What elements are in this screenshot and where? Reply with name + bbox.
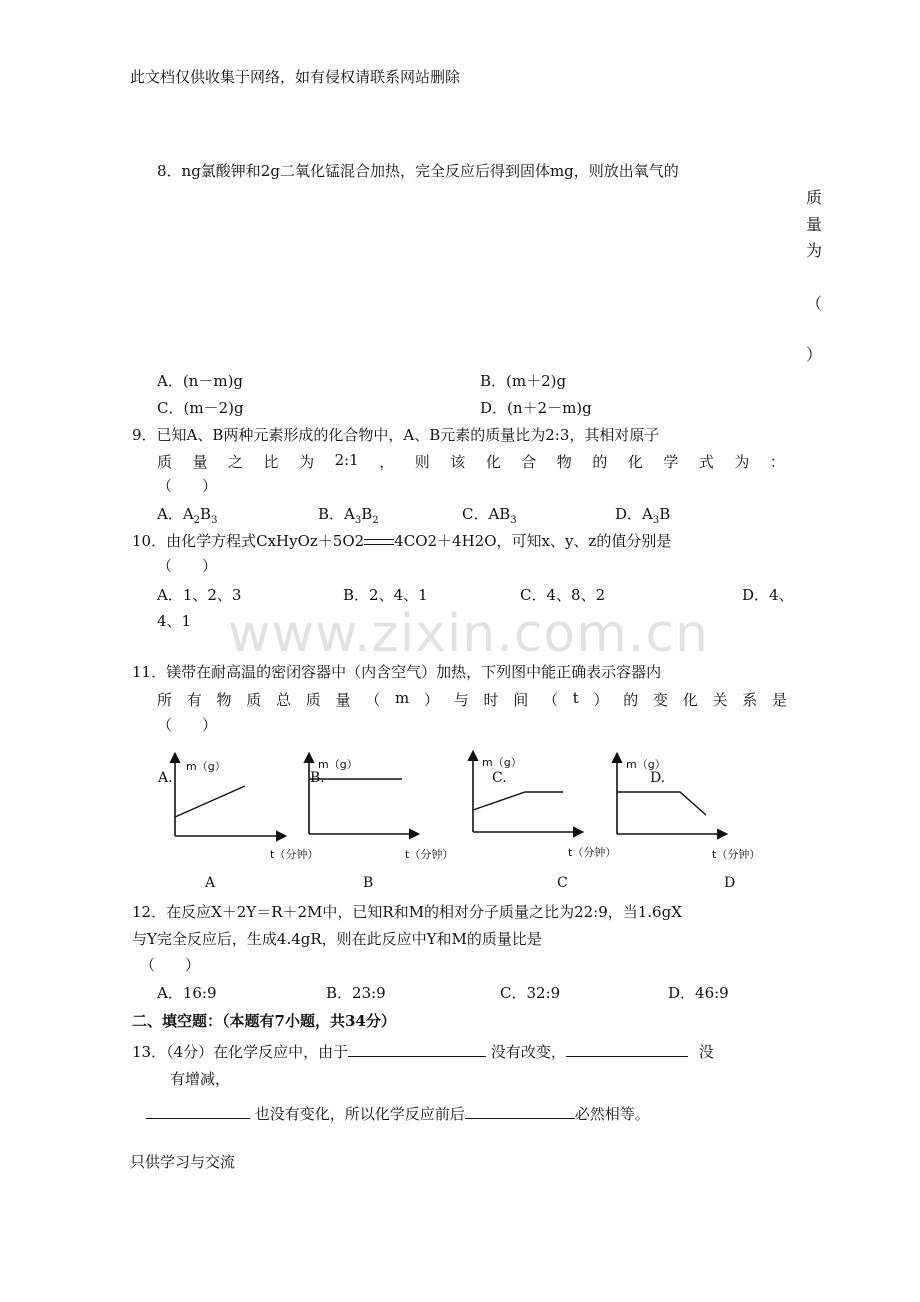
q11-line2-char: 是: [771, 691, 787, 709]
q11-line1: 11．镁带在耐高温的密闭容器中（内含空气）加热，下列图中能正确表示容器内: [132, 663, 662, 681]
q9-line2-char: 物: [556, 453, 572, 471]
q13-line1: [132, 1041, 714, 1062]
q9-line2-char: 学: [663, 453, 679, 471]
q11-line2-char: 质: [246, 691, 262, 709]
graph-d-xlabel: t（分钟）: [712, 848, 761, 861]
q10-stem: [132, 530, 671, 551]
graph-c-ylabel: m（g）: [482, 756, 522, 769]
q11-line2-char: 质: [305, 691, 321, 709]
q11-line2-char: t: [572, 689, 579, 707]
q11-line2-char: （: [542, 691, 558, 709]
graph-b-xlabel: t（分钟）: [405, 848, 454, 861]
graph-d-tag: D.: [650, 770, 666, 786]
q9-line2-char: 为: [299, 453, 315, 471]
section-title: 二、填空题：（本题有7小题，共34分）: [132, 1012, 396, 1030]
q10-stem-post: 4CO2＋4H2O，可知x、y、z的值分别是: [394, 532, 672, 550]
q11-graphs: [150, 748, 790, 902]
graph-b-ylabel: m（g）: [318, 758, 358, 771]
q9-line2-char: 比: [263, 453, 279, 471]
q8-vert-2: 量: [806, 215, 823, 234]
q10-option-b: B．2、4、1: [343, 586, 428, 604]
q11-line2-char: m: [395, 689, 410, 707]
graph-c-tag: C.: [492, 770, 507, 786]
page-header: 此文档仅供收集于网络，如有侵权请联系网站删除: [130, 68, 461, 86]
q13-blank-2[interactable]: [566, 1042, 688, 1057]
q11-line2-char: 间: [513, 691, 529, 709]
q11-line2-char: 关: [712, 691, 728, 709]
q11-line2-char: 的: [623, 691, 639, 709]
equation-double-line: [364, 539, 394, 545]
graph-c-curve: [473, 792, 563, 810]
q9-line2-char: ：: [769, 453, 785, 471]
q13-part5: 也没有变化，所以化学反应前后: [254, 1105, 465, 1123]
q10-option-d: D．4、: [742, 586, 794, 604]
q11-line2-char: 所: [157, 691, 173, 709]
q8-option-c: C．(m－2)g: [157, 399, 244, 417]
q9-line2-char: 该: [450, 453, 466, 471]
graph-b: [309, 754, 453, 891]
q11-line2: [157, 689, 787, 710]
q12-option-a: A．16:9: [157, 984, 217, 1002]
q9-option-c: C．$AB_3$: [462, 505, 517, 526]
q11-line2-char: 化: [682, 691, 698, 709]
graph-a-caption: A: [205, 875, 216, 891]
q13-blank-3[interactable]: [146, 1104, 250, 1119]
q9-line2: [157, 451, 785, 472]
q12-line1: 12．在反应X＋2Y＝R＋2M中，已知R和M的相对分子质量之比为22:9，当1.6gX: [132, 903, 682, 921]
q8-option-a: A．(n－m)g: [157, 372, 244, 390]
graph-a-ylabel: m（g）: [186, 760, 226, 773]
q9-option-a: A．$A_2B_3$: [157, 505, 218, 526]
q11-line2-char: 系: [742, 691, 758, 709]
q11-line2-char: 有: [186, 691, 202, 709]
q9-line2-char: 化: [485, 453, 501, 471]
graph-a-tag: A.: [158, 770, 173, 786]
q8-vert-1: 质: [806, 188, 823, 207]
q8-vert-5: ）: [806, 345, 823, 364]
q11-line2-char: ）: [593, 691, 609, 709]
q11-line2-char: 总: [276, 691, 292, 709]
q12-line2: 与Y完全反应后，生成4.4gR，则在此反应中Y和M的质量比是: [132, 930, 542, 948]
graph-c-xlabel: t（分钟）: [568, 846, 617, 859]
q9-line2-char: 合: [521, 453, 537, 471]
q13-line3: [146, 1103, 650, 1124]
q11-line2-char: （: [365, 691, 381, 709]
q8-option-b: B．(m＋2)g: [480, 372, 567, 390]
q11-line2-char: 量: [335, 691, 351, 709]
q8-vert-4: （: [806, 294, 823, 313]
graph-b-tag: B.: [310, 770, 325, 786]
q12-option-d: D．46:9: [668, 984, 729, 1002]
watermark: www.zixin.com.cn: [228, 604, 709, 664]
q10-option-c: C．4、8、2: [520, 586, 606, 604]
q9-option-d: D．$A_3B$: [615, 505, 671, 526]
graph-a-curve: [175, 786, 245, 817]
q11-line2-char: ）: [423, 691, 439, 709]
q9-line2-char: ，: [379, 453, 395, 471]
graph-c-caption: C: [557, 875, 568, 891]
graph-d-caption: D: [724, 875, 736, 891]
q8-stem: 8．ng氯酸钾和2g二氧化锰混合加热，完全反应后得到固体mg，则放出氧气的: [157, 162, 679, 180]
graph-a-xlabel: t（分钟）: [270, 848, 319, 861]
q9-line2-char: 2:1: [334, 451, 359, 469]
q11-line2-char: 物: [216, 691, 232, 709]
q9-line2-char: 之: [228, 453, 244, 471]
q9-line1: 9．已知A、B两种元素形成的化合物中，A、B元素的质量比为2:3，其相对原子: [132, 426, 660, 444]
graph-d: [617, 754, 760, 891]
q8-vert-3: 为: [806, 241, 823, 260]
q11-paren: （ ）: [157, 716, 218, 734]
graph-a: [157, 754, 318, 891]
q10-stem-pre: 10．由化学方程式CxHyOz＋5O2: [132, 532, 365, 550]
q13-blank-1[interactable]: [348, 1042, 486, 1057]
graph-d-curve: [617, 792, 706, 815]
q13-part4: 有增减，: [170, 1070, 231, 1088]
q11-graphs-svg: [150, 748, 790, 898]
q9-option-b: B．$A_3B_2$: [318, 505, 379, 526]
graph-d-ylabel: m（g）: [626, 758, 666, 771]
page-footer: 只供学习与交流: [130, 1153, 236, 1171]
q12-paren: （ ）: [140, 956, 201, 974]
q11-line2-char: 时: [483, 691, 499, 709]
q12-option-b: B．23:9: [326, 984, 386, 1002]
q13-part6: 必然相等。: [574, 1105, 650, 1123]
q9-line2-char: 量: [192, 453, 208, 471]
q8-option-d: D．(n＋2－m)g: [480, 399, 592, 417]
q10-option-a: A．1、2、3: [157, 586, 242, 604]
q11-line2-char: 与: [453, 691, 469, 709]
q9-line2-char: 则: [414, 453, 430, 471]
q9-line2-char: 的: [592, 453, 608, 471]
q10-paren: （ ）: [157, 557, 218, 575]
q12-option-c: C．32:9: [500, 984, 561, 1002]
q13-part1: 13．（4分）在化学反应中，由于: [132, 1043, 349, 1061]
q9-line2-char: 式: [698, 453, 714, 471]
q13-blank-4[interactable]: [465, 1104, 575, 1119]
q13-part3: 没: [698, 1043, 714, 1061]
q13-part2: 没有改变，: [490, 1043, 566, 1061]
q9-paren: （ ）: [157, 477, 218, 495]
graph-b-caption: B: [363, 875, 374, 891]
graph-c: [473, 752, 616, 891]
q11-line2-char: 变: [652, 691, 668, 709]
q10-option-d-tail: 4、1: [157, 612, 192, 630]
q9-line2-char: 质: [157, 453, 173, 471]
q9-line2-char: 为: [734, 453, 750, 471]
q9-line2-char: 化: [627, 453, 643, 471]
